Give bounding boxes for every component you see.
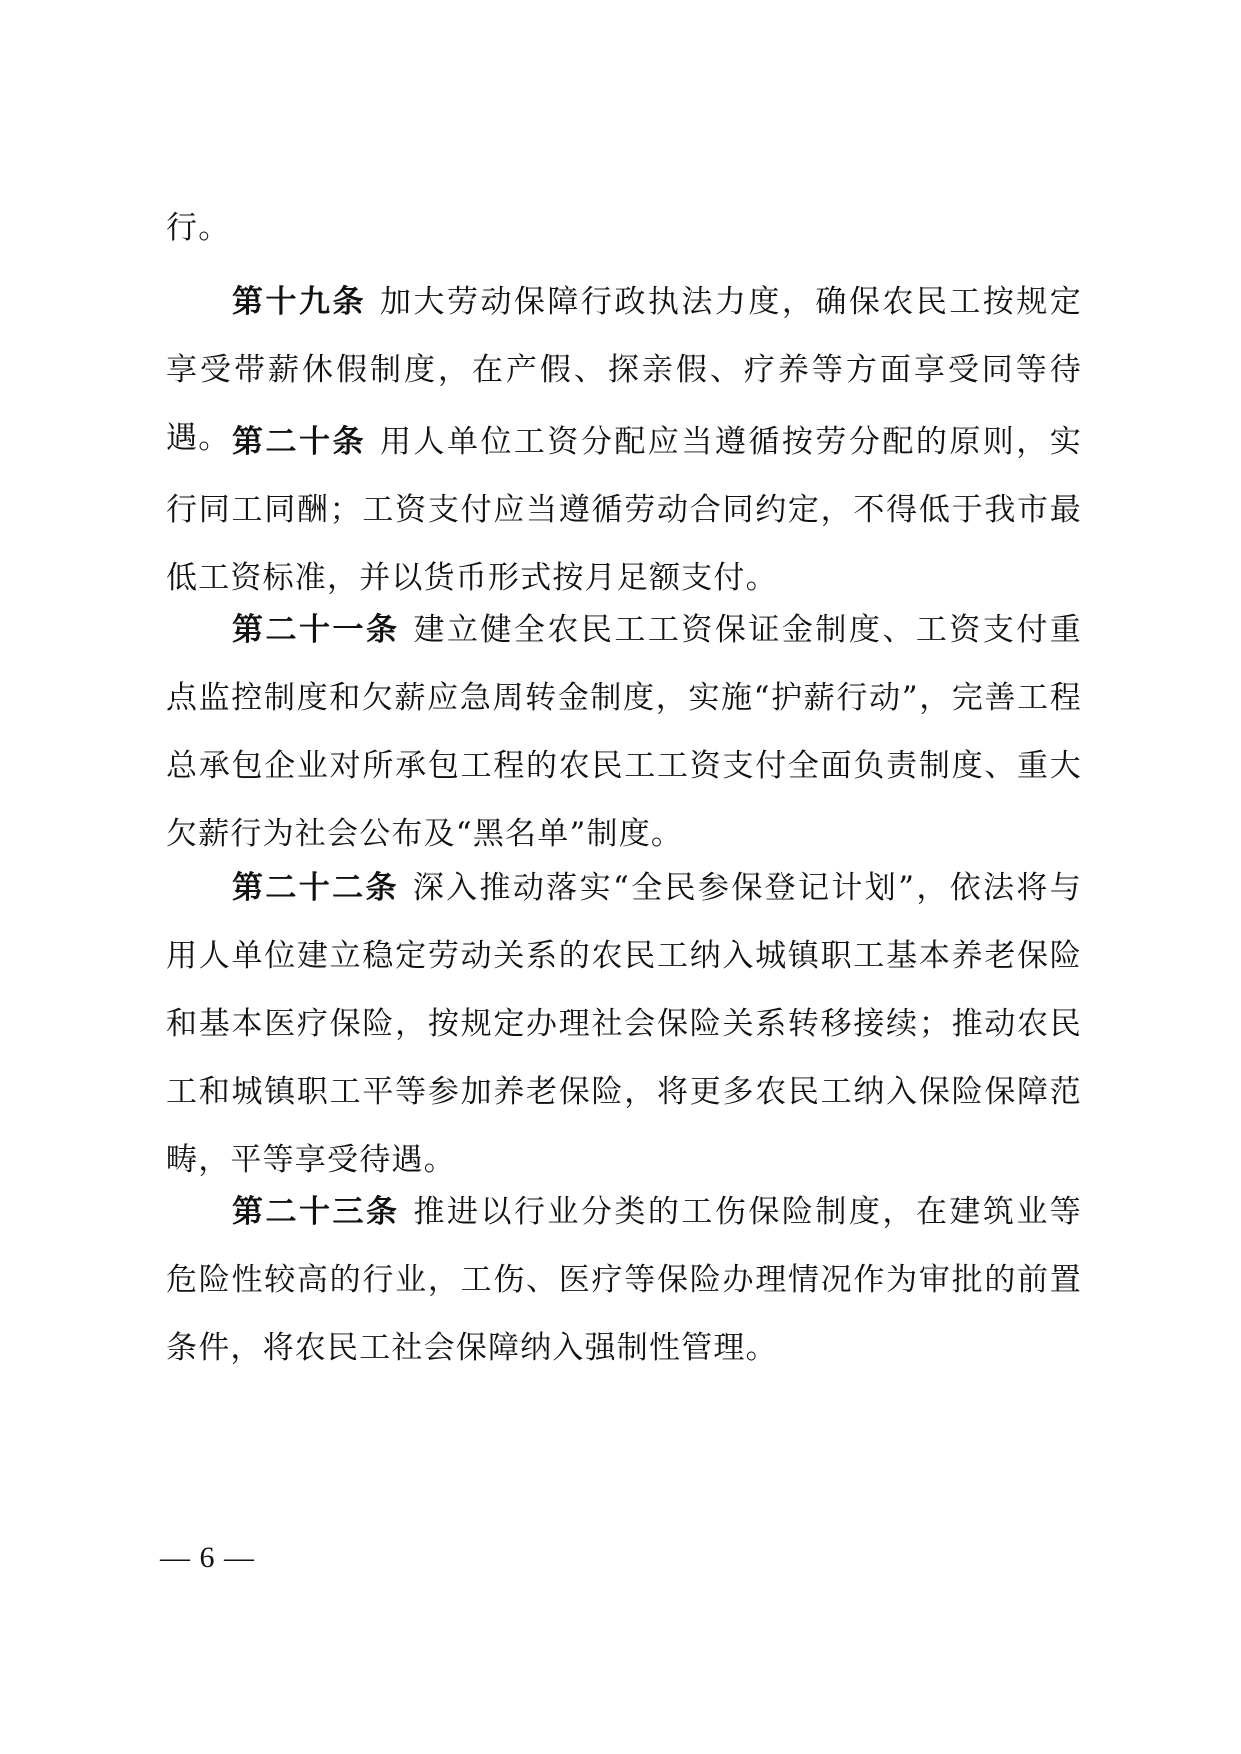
article-23-text: 推进以行业分类的工伤保险制度，在建筑业等危险性较高的行业，工伤、医疗等保险办理情况作为审批的前置条件，将农民工社会保障纳入强制性管理。: [166, 1194, 1083, 1366]
article-20: [166, 408, 1082, 612]
article-23-number: 第二十三条: [232, 1194, 400, 1230]
article-20-number: 第二十条: [232, 424, 366, 460]
article-23: [166, 1178, 1082, 1382]
article-19-text: 加大劳动保障行政执法力度，确保农民工按规定享受带薪休假制度，在产假、探亲假、疗养等方面享受同等待遇。: [166, 284, 1082, 456]
article-21-text: 建立健全农民工工资保证金制度、工资支付重点监控制度和欠薪应急周转金制度，实施“护薪行动”，完善工程总承包企业对所承包工程的农民工工资支付全面负责制度、重大欠薪行为社会公布及“黑名单”制度。: [166, 612, 1083, 852]
article-22: [166, 854, 1082, 1194]
article-20-text: 用人单位工资分配应当遵循按劳分配的原则，实行同工同酬；工资支付应当遵循劳动合同约定，不得低于我市最低工资标准，并以货币形式按月足额支付。: [166, 424, 1082, 596]
continuation-text: 行。: [166, 210, 231, 246]
article-21: [166, 596, 1082, 868]
article-21-number: 第二十一条: [232, 612, 400, 648]
article-22-number: 第二十二条: [232, 870, 399, 906]
article-19-number: 第十九条: [232, 284, 366, 320]
page-number: — 6 —: [160, 1541, 255, 1574]
article-22-text: 深入推动落实“全民参保登记计划”，依法将与用人单位建立稳定劳动关系的农民工纳入城镇职工基本养老保险和基本医疗保险，按规定办理社会保险关系转移接续；推动农民工和城镇职工平等参加养老保险，将更多农民工纳入保险保障范畴，平等享受待遇。: [166, 870, 1082, 1178]
